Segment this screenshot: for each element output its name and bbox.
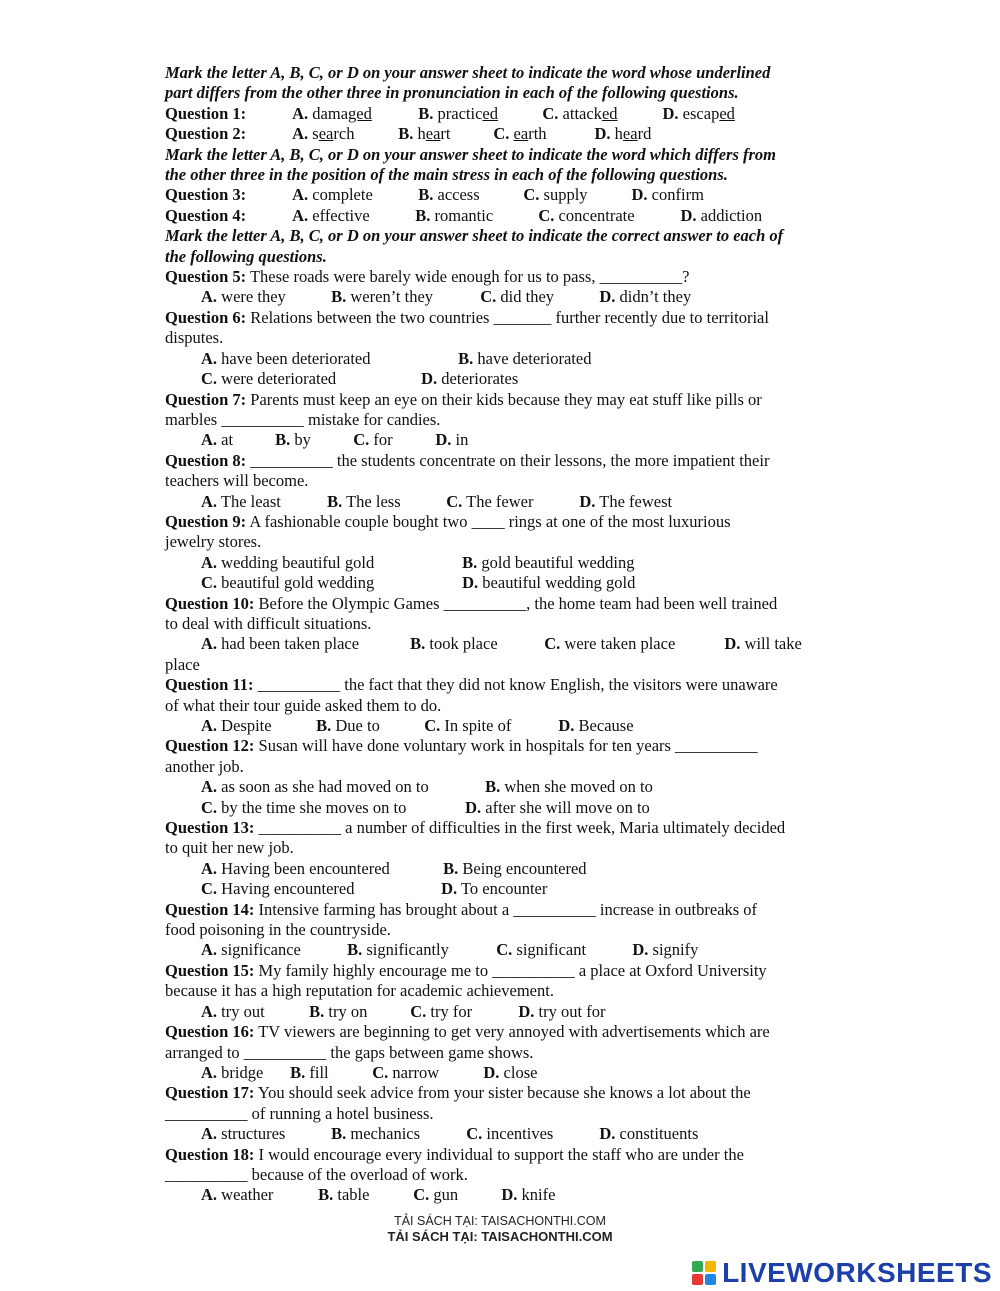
question-3	[165, 185, 845, 205]
option-a[interactable]: A. weather	[201, 1185, 274, 1205]
instruction-pronunciation-2: part differs from the other three in pronunciation in each of the following questions.	[165, 83, 739, 103]
question-7: Question 7: Parents must keep an eye on their kids because they may eat stuff like pills or	[165, 389, 762, 409]
question-10-option-d-wrap: place	[165, 654, 200, 674]
question-9-options-cd	[165, 573, 845, 593]
question-15-options	[165, 1002, 845, 1022]
question-11: Question 11: __________ the fact that they did not know English, the visitors were unaware	[165, 675, 778, 695]
question-16-options	[165, 1063, 845, 1083]
question-17-cont: __________ of running a hotel business.	[165, 1103, 434, 1123]
option-a[interactable]: A. at	[201, 430, 234, 450]
option-c[interactable]: C. earth	[493, 124, 547, 144]
question-8-options	[165, 492, 845, 512]
logo-tile	[692, 1261, 703, 1272]
instruction-pronunciation-1: Mark the letter A, B, C, or D on your answer sheet to indicate the word whose underlined	[165, 63, 771, 82]
option-b[interactable]: B. mechanics	[331, 1124, 421, 1144]
question-12-options-cd	[165, 798, 845, 818]
logo-tile	[692, 1274, 703, 1285]
question-12-options-ab	[165, 777, 845, 797]
footer-link-bold: TẢI SÁCH TẠI: TAISACHONTHI.COM	[387, 1229, 613, 1244]
option-d[interactable]: D. close	[483, 1062, 538, 1082]
option-b[interactable]: B. Due to	[316, 716, 380, 735]
option-b[interactable]: B. heart	[398, 124, 451, 144]
option-d[interactable]: D. Because	[558, 716, 634, 735]
question-10-cont: to deal with difficult situations.	[165, 613, 372, 633]
question-9: Question 9: A fashionable couple bought two ____ rings at one of the most luxurious	[165, 511, 731, 531]
option-d[interactable]: D. try out for	[518, 1001, 606, 1021]
question-label: Question 2:	[165, 124, 247, 144]
question-13-cont: to quit her new job.	[165, 838, 294, 858]
option-c[interactable]: C. significant	[496, 940, 587, 960]
option-d[interactable]: D. escaped	[662, 103, 735, 123]
option-d[interactable]: D. beautiful wedding gold	[462, 573, 636, 593]
question-7-cont: marbles __________ mistake for candies.	[165, 409, 441, 429]
instruction-stress-2: the other three in the position of the main stress in each of the following questions.	[165, 165, 728, 185]
option-b[interactable]: B. try on	[309, 1001, 368, 1021]
option-b[interactable]: B. table	[318, 1185, 370, 1205]
question-13-options-ab	[165, 859, 845, 879]
option-a[interactable]: A. Despite	[201, 716, 272, 735]
option-c[interactable]: C. beautiful gold wedding	[201, 573, 375, 593]
option-a[interactable]: A. damaged	[292, 103, 372, 123]
option-a[interactable]: A. bridge	[201, 1062, 264, 1082]
question-6-options-ab	[165, 349, 845, 369]
question-16: Question 16: TV viewers are beginning to get very annoyed with advertisements which are	[165, 1022, 770, 1042]
option-b[interactable]: B. took place	[410, 634, 498, 654]
option-c[interactable]: C. The fewer	[446, 491, 534, 511]
question-8: Question 8: __________ the students concentrate on their lessons, the more impatient their	[165, 450, 770, 470]
question-6-options-cd	[165, 369, 845, 389]
option-b[interactable]: B. practiced	[418, 103, 498, 123]
option-d[interactable]: D. confirm	[631, 185, 704, 205]
option-c[interactable]: C. narrow	[372, 1062, 440, 1082]
option-b[interactable]: B. gold beautiful wedding	[462, 552, 635, 572]
question-9-cont: jewelry stores.	[165, 532, 262, 552]
option-b[interactable]: B. The less	[327, 491, 401, 511]
option-c[interactable]: C. did they	[480, 287, 555, 307]
question-9-options-ab	[165, 553, 845, 573]
question-18-cont: __________ because of the overload of work.	[165, 1164, 468, 1184]
logo-tile	[705, 1261, 716, 1272]
option-d[interactable]: D. after she will move on to	[465, 797, 650, 817]
question-2	[165, 124, 845, 144]
instruction-stress-1: Mark the letter A, B, C, or D on your answer sheet to indicate the word which differs from	[165, 144, 777, 164]
option-b[interactable]: B. fill	[290, 1062, 329, 1082]
question-label: Question 1:	[165, 103, 247, 123]
question-12: Question 12: Susan will have done voluntary work in hospitals for ten years __________	[165, 736, 758, 756]
option-d[interactable]: D. will take	[724, 634, 802, 654]
option-b[interactable]: B. access	[418, 185, 480, 205]
option-b[interactable]: B. significantly	[347, 940, 449, 960]
option-a[interactable]: A. effective	[292, 205, 370, 225]
option-b[interactable]: B. have deteriorated	[458, 348, 592, 368]
option-a[interactable]: A. The least	[201, 491, 281, 511]
option-c[interactable]: C. for	[353, 430, 393, 450]
option-b[interactable]: B. romantic	[415, 205, 494, 225]
option-b[interactable]: B. weren’t they	[331, 287, 434, 307]
option-d[interactable]: D. knife	[501, 1185, 556, 1205]
option-d[interactable]: D. signify	[632, 940, 699, 960]
question-18: Question 18: I would encourage every individual to support the staff who are under the	[165, 1144, 744, 1164]
option-d[interactable]: D. in	[435, 430, 469, 450]
option-d[interactable]: D. deteriorates	[421, 369, 519, 389]
option-d[interactable]: D. constituents	[599, 1124, 699, 1144]
option-a[interactable]: A. significance	[201, 940, 301, 960]
question-11-cont: of what their tour guide asked them to do.	[165, 695, 442, 715]
option-b[interactable]: B. by	[275, 430, 311, 450]
option-c[interactable]: C. supply	[523, 185, 588, 205]
question-14-options	[165, 940, 845, 960]
option-a[interactable]: A. were they	[201, 287, 286, 307]
question-16-cont: arranged to __________ the gaps between game shows.	[165, 1042, 534, 1062]
liveworksheets-logo-icon	[692, 1261, 716, 1285]
logo-tile	[705, 1274, 716, 1285]
option-a[interactable]: A. wedding beautiful gold	[201, 552, 375, 572]
question-18-options	[165, 1185, 845, 1205]
option-c[interactable]: C. were taken place	[544, 634, 676, 654]
option-a[interactable]: A. try out	[201, 1001, 265, 1021]
option-b[interactable]: B. when she moved on to	[485, 777, 653, 797]
question-11-options	[165, 716, 845, 736]
question-5: Question 5: These roads were barely wide enough for us to pass, __________?	[165, 267, 690, 287]
option-a[interactable]: A. had been taken place	[201, 634, 360, 654]
option-d[interactable]: D. didn’t they	[599, 287, 692, 307]
option-b[interactable]: B. Being encountered	[443, 858, 587, 878]
question-13-options-cd	[165, 879, 845, 899]
option-d[interactable]: D. heard	[594, 124, 652, 144]
option-a[interactable]: A. as soon as she had moved on to	[201, 777, 429, 797]
question-label: Question 4:	[165, 205, 247, 225]
option-d[interactable]: D. addiction	[680, 205, 763, 225]
option-d[interactable]: D. To encounter	[441, 879, 548, 899]
footer-link: TẢI SÁCH TẠI: TAISACHONTHI.COM	[394, 1214, 606, 1228]
option-d[interactable]: D. The fewest	[579, 491, 673, 511]
question-17: Question 17: You should seek advice from your sister because she knows a lot about the	[165, 1083, 751, 1103]
option-c[interactable]: C. gun	[413, 1185, 459, 1205]
instruction-correct-2: the following questions.	[165, 246, 327, 266]
question-12-cont: another job.	[165, 756, 244, 776]
option-a[interactable]: A. structures	[201, 1124, 286, 1144]
instruction-correct-1: Mark the letter A, B, C, or D on your answer sheet to indicate the correct answer to each of	[165, 226, 784, 246]
question-10-options	[165, 634, 845, 654]
brand-name: LIVEWORKSHEETS	[722, 1257, 992, 1288]
question-4	[165, 206, 845, 226]
question-15-cont: because it has a high reputation for academic achievement.	[165, 981, 554, 1001]
question-6-cont: disputes.	[165, 328, 224, 348]
option-c[interactable]: C. attacked	[542, 103, 618, 123]
option-a[interactable]: A. Having been encountered	[201, 858, 390, 878]
question-14-cont: food poisoning in the countryside.	[165, 920, 391, 940]
option-c[interactable]: C. were deteriorated	[201, 369, 337, 389]
option-c[interactable]: C. In spite of	[424, 716, 512, 735]
question-13: Question 13: __________ a number of difficulties in the first week, Maria ultimately decided	[165, 818, 786, 838]
option-c[interactable]: C. by the time she moves on to	[201, 797, 407, 817]
question-17-options	[165, 1124, 845, 1144]
question-1	[165, 104, 845, 124]
worksheet	[165, 63, 845, 1206]
option-c[interactable]: C. concentrate	[538, 205, 635, 225]
question-5-options	[165, 287, 845, 307]
option-a[interactable]: A. have been deteriorated	[201, 348, 371, 368]
question-7-options	[165, 430, 845, 450]
option-c[interactable]: C. try for	[410, 1001, 473, 1021]
question-15: Question 15: My family highly encourage me to __________ a place at Oxford University	[165, 960, 767, 980]
option-a[interactable]: A. search	[292, 124, 355, 144]
question-14: Question 14: Intensive farming has brought about a __________ increase in outbreaks of	[165, 899, 758, 919]
question-label: Question 3:	[165, 185, 247, 205]
question-8-cont: teachers will become.	[165, 471, 309, 491]
question-6: Question 6: Relations between the two countries _______ further recently due to territorial	[165, 307, 769, 327]
option-c[interactable]: C. incentives	[466, 1124, 554, 1144]
option-c[interactable]: C. Having encountered	[201, 879, 355, 899]
liveworksheets-brand[interactable]	[692, 1257, 992, 1289]
option-a[interactable]: A. complete	[292, 185, 373, 205]
question-10: Question 10: Before the Olympic Games __________, the home team had been well trained	[165, 593, 778, 613]
